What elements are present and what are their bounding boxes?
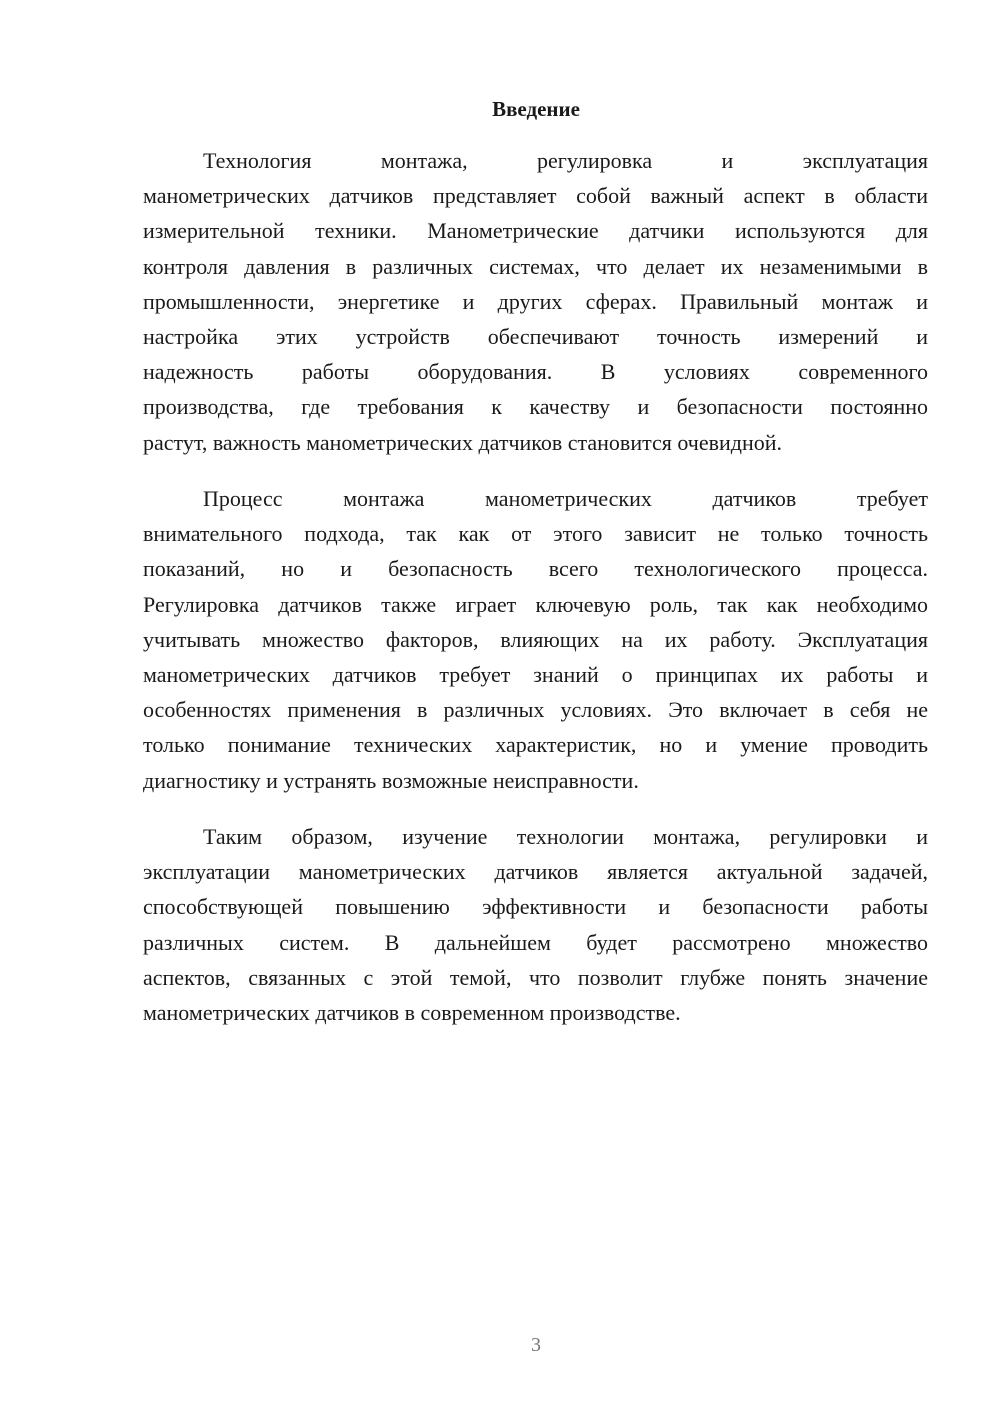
text-line: растут, важность манометрических датчиков становится очевидной. xyxy=(143,429,783,455)
text-line: способствующей повышению эффективности и безопасности работы xyxy=(143,894,928,920)
text-line: манометрических датчиков представляет собой важный аспект в области xyxy=(143,183,928,209)
text-line: только понимание технических характеристик, но и умение проводить xyxy=(143,732,928,758)
text-line: Технология монтажа, регулировка и эксплуатация xyxy=(203,148,928,173)
text-line: эксплуатации манометрических датчиков является актуальной задачей, xyxy=(143,859,928,885)
text-line: производства, где требования к качеству и безопасности постоянно xyxy=(143,394,928,420)
text-line: диагностику и устранять возможные неисправности. xyxy=(143,767,639,793)
text-line: промышленности, энергетике и других сферах. Правильный монтаж и xyxy=(143,288,928,314)
text-line: особенностях применения в различных условиях. Это включает в себя не xyxy=(143,697,928,723)
text-line: Регулировка датчиков также играет ключевую роль, так как необходимо xyxy=(143,591,928,617)
text-line: учитывать множество факторов, влияющих на их работу. Эксплуатация xyxy=(143,626,928,652)
section-title: Введение xyxy=(492,97,580,121)
text-line: настройка этих устройств обеспечивают точность измерений и xyxy=(143,324,928,350)
paragraph-2 xyxy=(143,481,928,798)
text-line: измерительной техники. Манометрические датчики используются для xyxy=(143,218,928,244)
text-line: показаний, но и безопасность всего технологического процесса. xyxy=(143,556,928,582)
paragraph-1 xyxy=(143,143,928,460)
text-line: Процесс монтажа манометрических датчиков требует xyxy=(203,486,928,511)
text-line: манометрических датчиков в современном производстве. xyxy=(143,1000,681,1026)
text-line: аспектов, связанных с этой темой, что позволит глубже понять значение xyxy=(143,964,928,990)
text-line: манометрических датчиков требует знаний о принципах их работы и xyxy=(143,662,928,688)
text-line: различных систем. В дальнейшем будет рассмотрено множество xyxy=(143,929,928,955)
text-line: внимательного подхода, так как от этого зависит не только точность xyxy=(143,521,928,547)
text-line: Таким образом, изучение технологии монтажа, регулировки и xyxy=(203,824,928,849)
text-line: надежность работы оборудования. В условиях современного xyxy=(143,359,928,385)
paragraph-3 xyxy=(143,819,928,1030)
text-line: контроля давления в различных системах, что делает их незаменимыми в xyxy=(143,253,928,279)
page-number: 3 xyxy=(531,1334,541,1356)
